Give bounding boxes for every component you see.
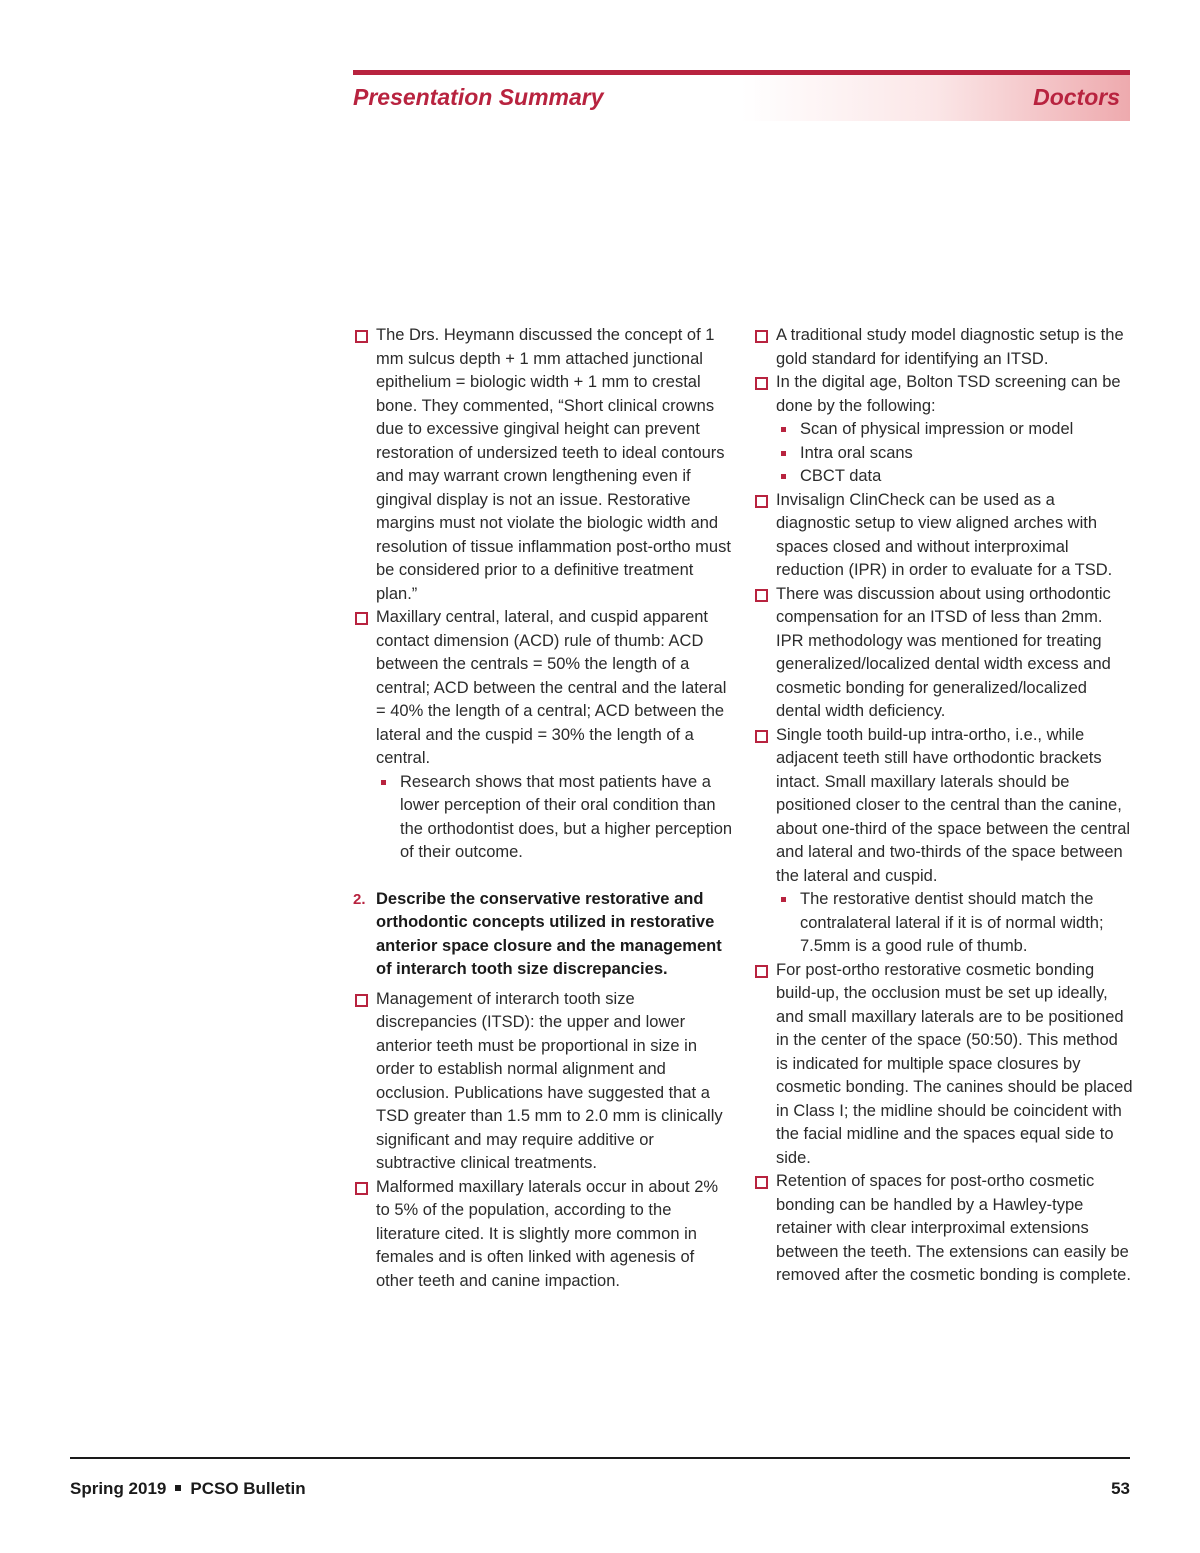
right-column xyxy=(753,324,1133,1288)
checkbox-bullet-icon xyxy=(755,1176,768,1189)
list-item: For post-ortho restorative cosmetic bonding build-up, the occlusion must be set up ideally, and small maxillary laterals are to be positioned in the center of the space (50:50). This method is indicated for multiple space closures by cosmetic bonding. The canines should be placed in Class I; the midline should be coincident with the facial midline and the spaces equal side to side. xyxy=(753,959,1133,1171)
list-item: In the digital age, Bolton TSD screening can be done by the following: xyxy=(753,371,1133,418)
footer-rule xyxy=(70,1457,1130,1459)
numbered-objective: 2. Describe the conservative restorative and orthodontic concepts utilized in restorative anterior space closure and the management of interarch tooth size discrepancies. xyxy=(353,889,722,978)
checkbox-bullet-icon xyxy=(355,612,368,625)
checkbox-bullet-icon xyxy=(355,330,368,343)
checkbox-bullet-icon xyxy=(355,994,368,1007)
list-item: Malformed maxillary laterals occur in about 2% to 5% of the population, according to the literature cited. It is slightly more common in females and is often linked with agenesis of other teeth and canine impaction. xyxy=(353,1176,733,1294)
list-item: Management of interarch tooth size discrepancies (ITSD): the upper and lower anterior teeth must be proportional in size in order to establish normal alignment and occlusion. Publications have suggested that a TSD greater than 1.5 mm to 2.0 mm is clinically significant and may require additive or subtractive clinical treatments. xyxy=(353,988,733,1176)
footer-publication xyxy=(70,1479,306,1499)
list-item: There was discussion about using orthodontic compensation for an ITSD of less than 2mm. IPR methodology was mentioned for treating generalized/localized dental width excess and cosmetic bonding for generalized/localized dental width deficiency. xyxy=(753,583,1133,724)
section-title: Presentation Summary xyxy=(353,84,604,110)
separator-dot-icon xyxy=(175,1485,181,1491)
checkbox-bullet-icon xyxy=(755,330,768,343)
square-bullet-icon xyxy=(781,474,786,479)
footer-title: PCSO Bulletin xyxy=(190,1479,306,1498)
sub-list-item: Scan of physical impression or model xyxy=(753,418,1133,442)
checkbox-bullet-icon xyxy=(755,589,768,602)
list-item: Invisalign ClinCheck can be used as a diagnostic setup to view aligned arches with spaces closed and without interproximal reduction (IPR) in order to evaluate for a TSD. xyxy=(753,489,1133,583)
list-item: Maxillary central, lateral, and cuspid apparent contact dimension (ACD) rule of thumb: ACD between the centrals = 50% the length of a central; ACD between the central and the lateral = 40% the length of a central; ACD between the lateral and the cuspid = 30% the length of a central. xyxy=(353,606,733,771)
checkbox-bullet-icon xyxy=(755,495,768,508)
list-item: A traditional study model diagnostic setup is the gold standard for identifying an ITSD. xyxy=(753,324,1133,371)
list-item: Retention of spaces for post-ortho cosmetic bonding can be handled by a Hawley-type retainer with clear interproximal extensions between the teeth. The extensions can easily be removed after the cosmetic bonding is complete. xyxy=(753,1170,1133,1288)
list-item: Single tooth build-up intra-ortho, i.e., while adjacent teeth still have orthodontic brackets intact. Small maxillary laterals should be positioned closer to the central than the canine, about one-third of the space between the central and lateral and two-thirds of the space between the lateral and cuspid. xyxy=(753,724,1133,889)
sub-list-item: CBCT data xyxy=(753,465,1133,489)
objective-number: 2. xyxy=(353,890,366,908)
checkbox-bullet-icon xyxy=(755,730,768,743)
sub-list-item: Research shows that most patients have a lower perception of their oral condition than the orthodontist does, but a higher perception of their outcome. xyxy=(353,771,733,865)
square-bullet-icon xyxy=(781,897,786,902)
square-bullet-icon xyxy=(781,427,786,432)
category-label: Doctors xyxy=(1033,84,1120,110)
left-column xyxy=(353,324,733,1293)
checkbox-bullet-icon xyxy=(755,965,768,978)
sub-list-item: The restorative dentist should match the contralateral lateral if it is of normal width; 7.5mm is a good rule of thumb. xyxy=(753,888,1133,959)
checkbox-bullet-icon xyxy=(755,377,768,390)
list-item: The Drs. Heymann discussed the concept of 1 mm sulcus depth + 1 mm attached junctional epithelium = biologic width + 1 mm to crestal bone. They commented, “Short clinical crowns due to excessive gingival height can prevent restoration of undersized teeth to ideal contours and may warrant crown lengthening even if gingival display is not an issue. Restorative margins must not violate the biologic width and resolution of tissue inflammation post-ortho must be considered prior to a definitive treatment plan.” xyxy=(353,324,733,606)
footer-issue: Spring 2019 xyxy=(70,1479,167,1498)
sub-list-item: Intra oral scans xyxy=(753,442,1133,466)
page-number: 53 xyxy=(1111,1479,1130,1498)
page-header xyxy=(353,70,1130,121)
square-bullet-icon xyxy=(781,451,786,456)
checkbox-bullet-icon xyxy=(355,1182,368,1195)
square-bullet-icon xyxy=(381,780,386,785)
